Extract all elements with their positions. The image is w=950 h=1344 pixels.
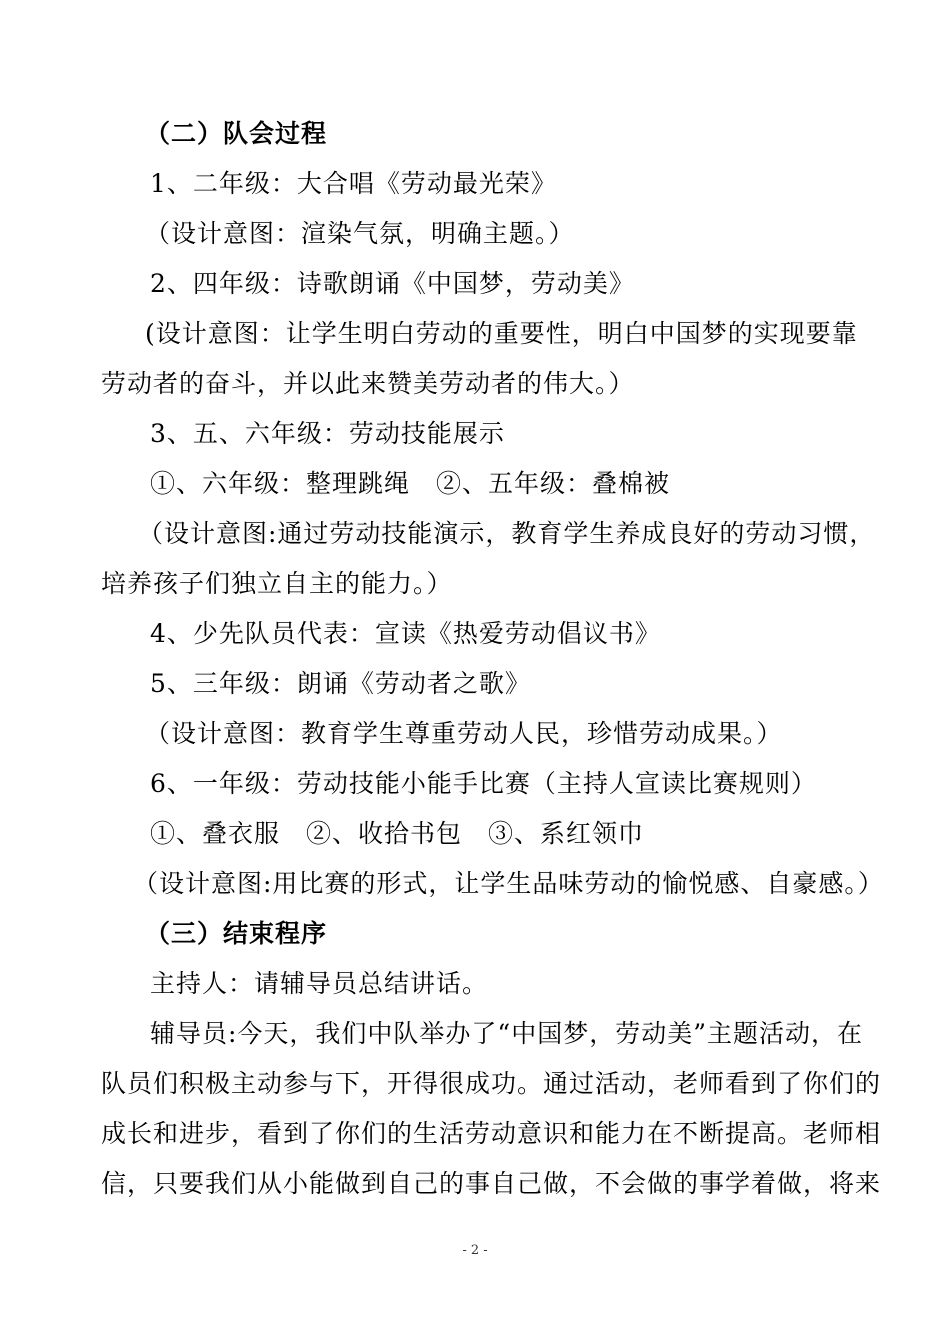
- program-item-1: 1、二年级：大合唱《劳动最光荣》: [150, 169, 557, 198]
- page-number: - 2 -: [462, 1243, 488, 1258]
- program-item-3-subitems: ①、六年级：整理跳绳 ②、五年级：叠棉被: [150, 469, 671, 498]
- program-item-6: 6、一年级：劳动技能小能手比赛（主持人宣读比赛规则）: [150, 769, 817, 798]
- program-item-6-subitems: ①、叠衣服 ②、收拾书包 ③、系红领巾: [150, 819, 645, 848]
- counselor-speech-line-4: 信，只要我们从小能做到自己的事自己做，不会做的事学着做，将来: [101, 1169, 882, 1198]
- design-intent-3-line-2: 培养孩子们独立自主的能力。）: [101, 569, 453, 598]
- design-intent-5: （设计意图：教育学生尊重劳动人民，珍惜劳动成果。）: [145, 719, 783, 748]
- design-intent-2-line-1: (设计意图：让学生明白劳动的重要性，明白中国梦的实现要靠: [145, 319, 858, 348]
- program-item-3: 3、五、六年级：劳动技能展示: [150, 419, 505, 448]
- design-intent-1: （设计意图：渲染气氛，明确主题。）: [145, 219, 575, 248]
- counselor-speech-line-3: 成长和进步，看到了你们的生活劳动意识和能力在不断提高。老师相: [101, 1119, 882, 1148]
- counselor-speech-line-2: 队员们积极主动参与下，开得很成功。通过活动，老师看到了你们的: [101, 1069, 882, 1098]
- design-intent-2-line-2: 劳动者的奋斗，并以此来赞美劳动者的伟大。）: [101, 369, 635, 398]
- design-intent-6: （设计意图:用比赛的形式，让学生品味劳动的愉悦感、自豪感。）: [133, 869, 884, 898]
- counselor-speech-line-1: 辅导员:今天，我们中队举办了“中国梦，劳动美”主题活动，在: [150, 1019, 863, 1048]
- program-item-4: 4、少先队员代表：宣读《热爱劳动倡议书》: [150, 619, 661, 648]
- program-item-5: 5、三年级：朗诵《劳动者之歌》: [150, 669, 531, 698]
- program-item-2: 2、四年级：诗歌朗诵《中国梦，劳动美》: [150, 269, 635, 298]
- host-line: 主持人：请辅导员总结讲话。: [150, 969, 489, 998]
- design-intent-3-line-1: （设计意图:通过劳动技能演示，教育学生养成良好的劳动习惯，: [138, 519, 876, 548]
- section-heading-closing: （三）结束程序: [145, 919, 328, 948]
- section-heading-process: （二）队会过程: [145, 119, 328, 148]
